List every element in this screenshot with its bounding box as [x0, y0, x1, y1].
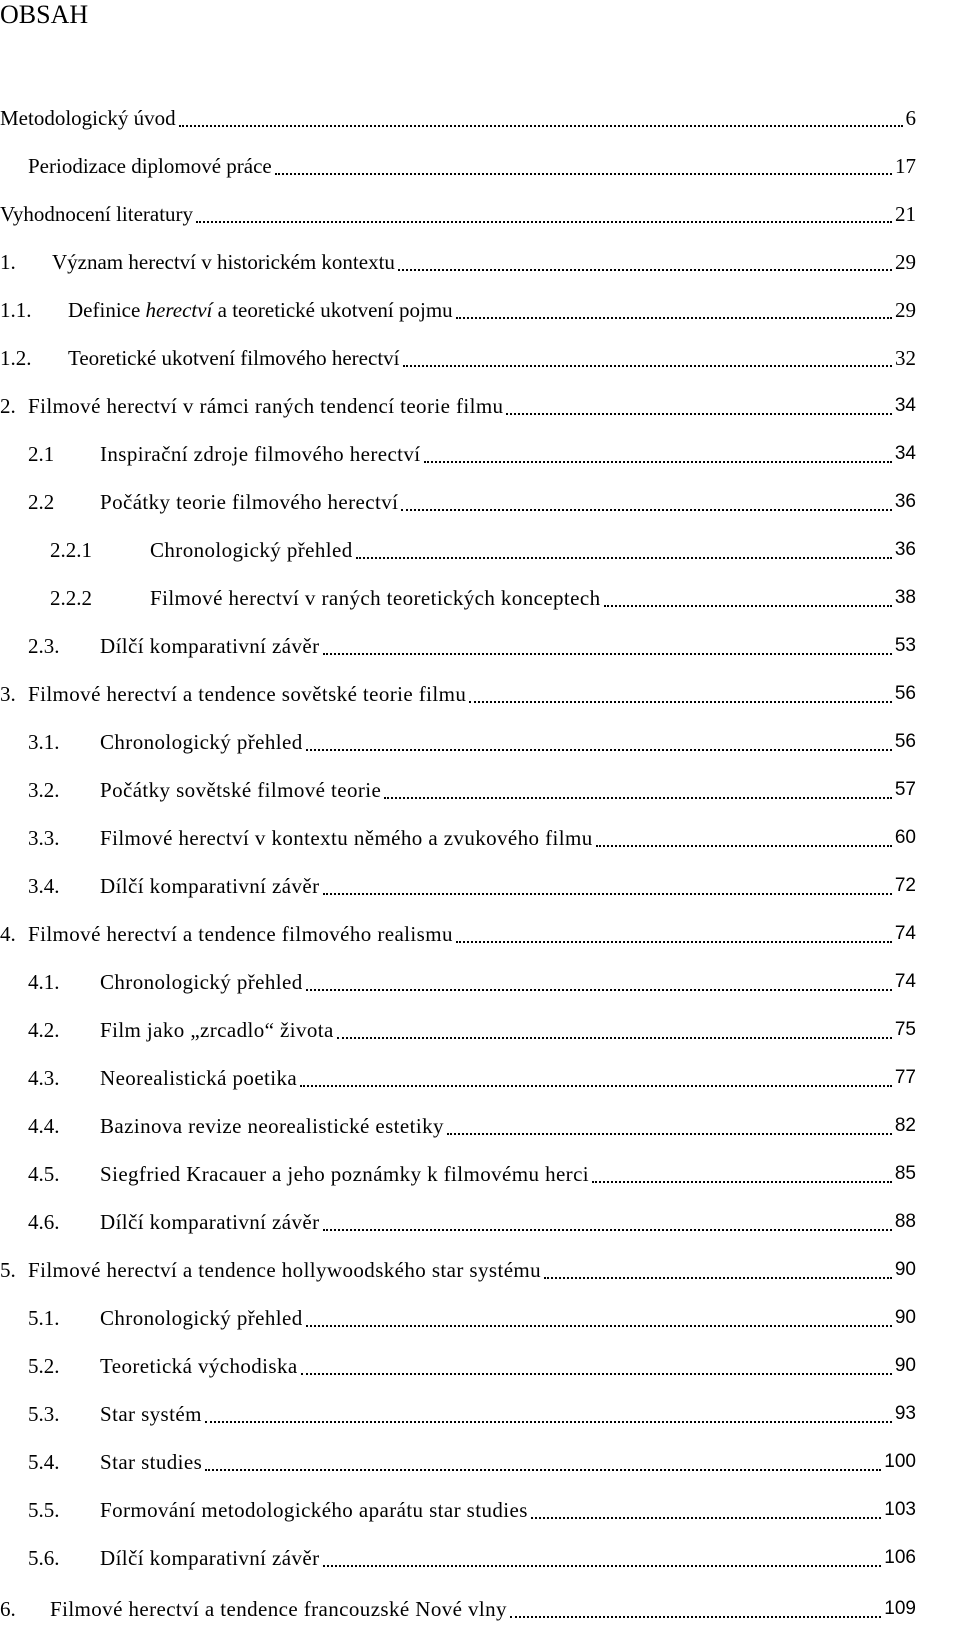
- toc-entry-page: 60: [894, 827, 916, 848]
- toc-entry-title: Počátky sovětské filmové teorie: [100, 778, 382, 802]
- toc-entry-title: Dílčí komparativní závěr: [100, 1210, 320, 1234]
- toc-entry-page: 32: [895, 346, 916, 370]
- toc-entry-page: 77: [894, 1067, 916, 1088]
- toc-entry-leader: [398, 249, 892, 271]
- toc-entry[interactable]: [0, 915, 916, 947]
- toc-entry-title: Bazinova revize neorealistické estetiky: [100, 1114, 444, 1138]
- toc-entry[interactable]: [0, 339, 916, 371]
- toc-entry[interactable]: [0, 99, 916, 131]
- toc-entry-title: Chronologický přehled: [100, 1306, 303, 1330]
- toc-entry[interactable]: [28, 1155, 916, 1187]
- toc-entry-page: 36: [894, 491, 916, 512]
- toc-entry-leader: [323, 633, 892, 655]
- toc-entry-title: Periodizace diplomové práce: [28, 154, 272, 178]
- toc-entry-leader: [306, 1305, 892, 1327]
- toc-entry-page: 29: [895, 250, 916, 274]
- toc-entry-number: 3.2.: [28, 778, 60, 802]
- toc-entry-leader: [205, 1449, 881, 1471]
- toc-entry-title: Star systém: [100, 1402, 202, 1426]
- toc-entry-number: 5.2.: [28, 1354, 60, 1378]
- toc-entry-leader: [592, 1161, 892, 1183]
- toc-entry-leader: [469, 681, 892, 703]
- toc-entry-leader: [456, 297, 892, 319]
- toc-entry-leader: [323, 1209, 892, 1231]
- toc-entry-page: 103: [884, 1499, 916, 1520]
- toc-entry-page: 6: [905, 106, 916, 130]
- toc-entry-title: Dílčí komparativní závěr: [100, 634, 320, 658]
- toc-entry-leader: [531, 1497, 881, 1519]
- toc-entry-leader: [506, 393, 891, 415]
- toc-entry-leader: [356, 537, 892, 559]
- toc-entry-leader: [456, 921, 892, 943]
- toc-entry[interactable]: [28, 1203, 916, 1235]
- toc-entry-leader: [510, 1596, 881, 1618]
- toc-entry[interactable]: [28, 819, 916, 851]
- toc-entry[interactable]: [0, 1251, 916, 1283]
- toc-entry-number: 2.3.: [28, 634, 60, 658]
- toc-entry-number: 3.4.: [28, 874, 60, 898]
- toc-entry-title: Chronologický přehled: [150, 538, 353, 562]
- toc-entry-title: Význam herectví v historickém kontextu: [52, 250, 395, 274]
- toc-entry[interactable]: [28, 1395, 916, 1427]
- toc-entry[interactable]: [28, 1443, 916, 1475]
- toc-entry-number: 4.4.: [28, 1114, 60, 1138]
- toc-entry-page: 82: [894, 1115, 916, 1136]
- toc-entry-leader: [196, 201, 892, 223]
- toc-entry-title: Vyhodnocení literatury: [0, 202, 194, 226]
- toc-entry-number: 4.: [0, 922, 16, 946]
- toc-entry-title: Inspirační zdroje filmového herectví: [100, 442, 421, 466]
- toc-entry-number: 4.5.: [28, 1162, 60, 1186]
- toc-entry-page: 38: [894, 587, 916, 608]
- toc-entry-page: 74: [894, 923, 916, 944]
- toc-entry[interactable]: [0, 1590, 916, 1622]
- toc-entry-number: 5.4.: [28, 1450, 60, 1474]
- toc-entry[interactable]: [28, 1299, 916, 1331]
- toc-entry-leader: [179, 105, 903, 127]
- toc-entry-title: Siegfried Kracauer a jeho poznámky k filmovému herci: [100, 1162, 590, 1186]
- toc-entry-title: Neorealistická poetika: [100, 1066, 298, 1090]
- toc-entry-title: Dílčí komparativní závěr: [100, 1546, 320, 1570]
- toc-entry-number: 3.3.: [28, 826, 60, 850]
- toc-entry-page: 85: [894, 1163, 916, 1184]
- toc-entry-leader: [337, 1017, 892, 1039]
- toc-entry-page: 88: [894, 1211, 916, 1232]
- toc-entry-title: Teoretická východiska: [100, 1354, 298, 1378]
- toc-entry-title: Filmové herectví a tendence filmového realismu: [28, 922, 453, 946]
- toc-entry[interactable]: [50, 579, 916, 611]
- toc-entry-page: 75: [894, 1019, 916, 1040]
- toc-entry-leader: [275, 153, 892, 175]
- toc-entry-number: 2.2.2: [50, 586, 92, 610]
- toc-entry-number: 6.: [0, 1597, 16, 1621]
- toc-entry-page: 34: [894, 443, 916, 464]
- toc-entry[interactable]: [28, 627, 916, 659]
- toc-entry-number: 4.2.: [28, 1018, 60, 1042]
- toc-entry[interactable]: [0, 243, 916, 275]
- toc-entry-title: Star studies: [100, 1450, 203, 1474]
- toc-entry[interactable]: [28, 723, 916, 755]
- toc-entry-leader: [384, 777, 892, 799]
- toc-entry[interactable]: [0, 291, 916, 323]
- toc-entry[interactable]: [28, 1011, 916, 1043]
- toc-entry-leader: [544, 1257, 892, 1279]
- toc-entry-page: 72: [894, 875, 916, 896]
- toc-entry-number: 2.1: [28, 442, 55, 466]
- toc-entry-number: 2.2: [28, 490, 55, 514]
- toc-entry[interactable]: [0, 147, 916, 179]
- toc-entry-leader: [403, 345, 893, 367]
- toc-entry-number: 4.6.: [28, 1210, 60, 1234]
- toc-entry-title: Chronologický přehled: [100, 730, 303, 754]
- toc-entry[interactable]: [28, 1539, 916, 1571]
- toc-entry-leader: [424, 441, 892, 463]
- toc-entry-page: 100: [884, 1451, 916, 1472]
- toc-entry-page: 109: [884, 1598, 916, 1619]
- toc-entry-title: Dílčí komparativní závěr: [100, 874, 320, 898]
- toc-entry[interactable]: [0, 387, 916, 419]
- toc-entry-leader: [205, 1401, 892, 1423]
- toc-entry-title: Filmové herectví a tendence francouzské Nové vlny: [50, 1597, 507, 1621]
- toc-entry-leader: [306, 729, 892, 751]
- toc-entry-number: 5.1.: [28, 1306, 60, 1330]
- toc-entry-number: 5.: [0, 1258, 16, 1282]
- toc-entry-title: Definice herectví a teoretické ukotvení pojmu: [68, 298, 453, 322]
- toc-entry-title: Teoretické ukotvení filmového herectví: [68, 346, 400, 370]
- toc-entry-number: 2.2.1: [50, 538, 92, 562]
- toc-entry[interactable]: [28, 1107, 916, 1139]
- toc-entry-emphasis: herectví: [145, 298, 213, 322]
- toc-entry-leader: [301, 1353, 892, 1375]
- toc-entry-page: 57: [894, 779, 916, 800]
- toc-entry[interactable]: [28, 1347, 916, 1379]
- toc-entry[interactable]: [28, 867, 916, 899]
- toc-entry[interactable]: [28, 963, 916, 995]
- toc-entry-leader: [604, 585, 892, 607]
- toc-entry-number: 1.: [0, 250, 16, 274]
- toc-entry[interactable]: [28, 1491, 916, 1523]
- toc-entry-page: 93: [894, 1403, 916, 1424]
- toc-entry-title: Filmové herectví a tendence hollywoodského star systému: [28, 1258, 542, 1282]
- toc-entry-page: 90: [894, 1355, 916, 1376]
- toc-entry[interactable]: [28, 483, 916, 515]
- toc-entry-number: 1.2.: [0, 346, 32, 370]
- toc-entry-title: Film jako „zrcadlo“ života: [100, 1018, 334, 1042]
- toc-entry-title: Filmové herectví v raných teoretických konceptech: [150, 586, 601, 610]
- toc-entry-title: Metodologický úvod: [0, 106, 176, 130]
- toc-entry-number: 3.: [0, 682, 16, 706]
- toc-entry-page: 56: [894, 731, 916, 752]
- toc-entry-page: 34: [894, 395, 916, 416]
- toc-entry-title: Filmové herectví v kontextu němého a zvukového filmu: [100, 826, 593, 850]
- toc-entry-leader: [323, 1545, 882, 1567]
- toc-entry-title: Formování metodologického aparátu star studies: [100, 1498, 528, 1522]
- toc-entry-number: 2.: [0, 394, 16, 418]
- toc-entry-leader: [596, 825, 892, 847]
- toc-entry[interactable]: [28, 1059, 916, 1091]
- toc-entry[interactable]: [28, 771, 916, 803]
- toc-entry-number: 4.3.: [28, 1066, 60, 1090]
- toc-entry-page: 17: [895, 154, 916, 178]
- toc-entry[interactable]: [0, 195, 916, 227]
- toc-entry[interactable]: [50, 531, 916, 563]
- toc-entry-page: 106: [884, 1547, 916, 1568]
- toc-entry-leader: [306, 969, 892, 991]
- toc-entry-page: 29: [895, 298, 916, 322]
- toc-entry-number: 5.3.: [28, 1402, 60, 1426]
- toc-entry-page: 74: [894, 971, 916, 992]
- toc-entry-number: 1.1.: [0, 298, 32, 322]
- toc-entry-title: Chronologický přehled: [100, 970, 303, 994]
- toc-entry-page: 53: [894, 635, 916, 656]
- toc-entry-title: Filmové herectví v rámci raných tendencí teorie filmu: [28, 394, 504, 418]
- toc-entry-number: 5.5.: [28, 1498, 60, 1522]
- toc-entry-leader: [447, 1113, 892, 1135]
- toc-entry-leader: [300, 1065, 892, 1087]
- toc-entry-number: 5.6.: [28, 1546, 60, 1570]
- toc-entry-page: 56: [894, 683, 916, 704]
- toc-entry-number: 3.1.: [28, 730, 60, 754]
- toc-entry-title: Filmové herectví a tendence sovětské teorie filmu: [28, 682, 467, 706]
- toc-entry-page: 21: [895, 202, 916, 226]
- page-title: OBSAH: [0, 0, 89, 29]
- toc-entry[interactable]: [28, 435, 916, 467]
- toc-entry-page: 90: [894, 1307, 916, 1328]
- toc-entry-page: 90: [894, 1259, 916, 1280]
- toc-entry-title: Počátky teorie filmového herectví: [100, 490, 399, 514]
- toc-entry-number: 4.1.: [28, 970, 60, 994]
- toc-entry[interactable]: [0, 675, 916, 707]
- toc-entry-leader: [323, 873, 892, 895]
- toc-entry-leader: [401, 489, 892, 511]
- toc-entry-page: 36: [894, 539, 916, 560]
